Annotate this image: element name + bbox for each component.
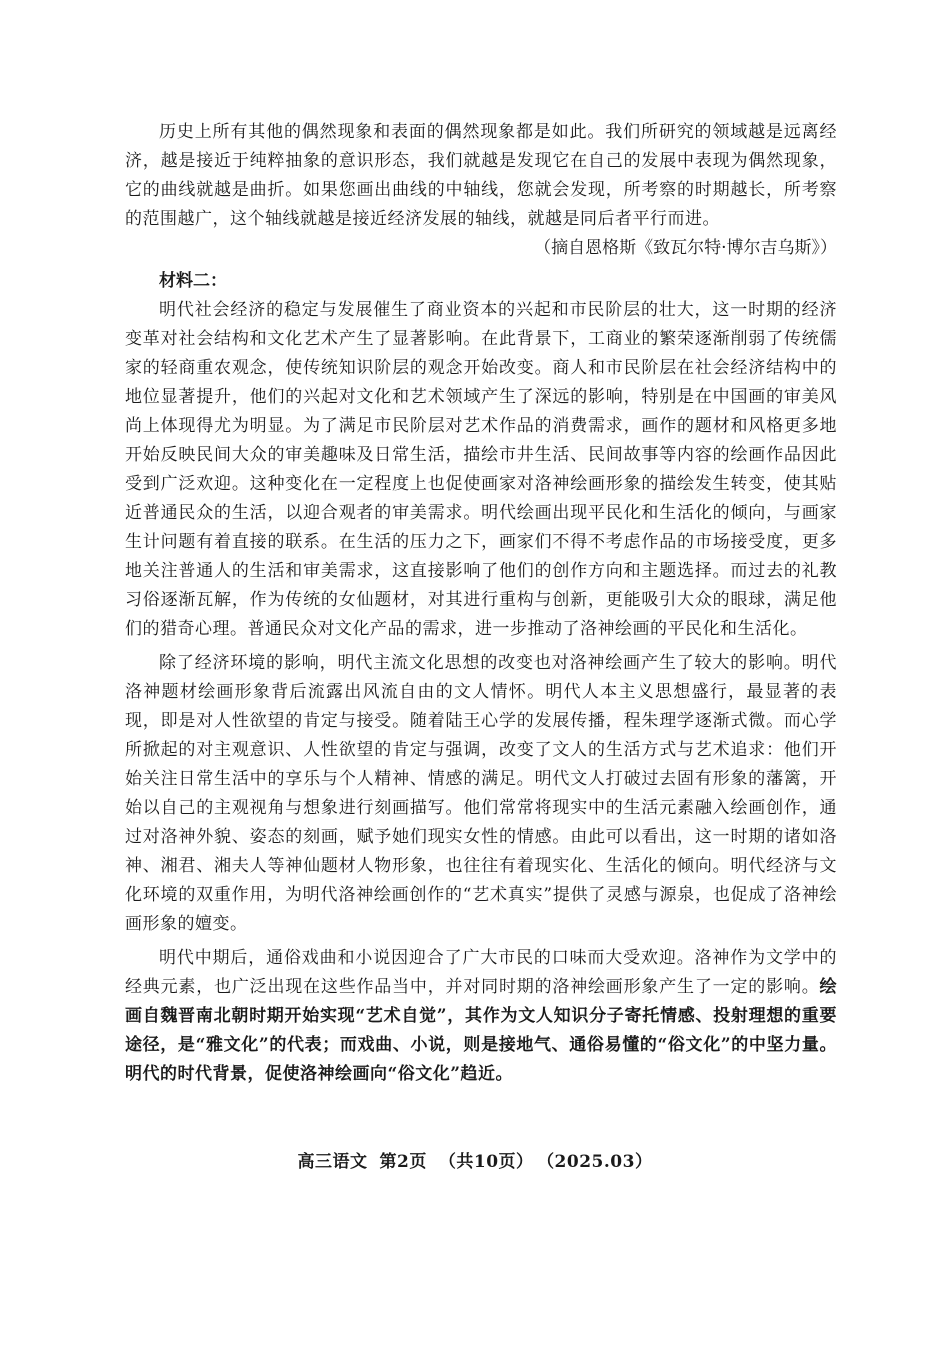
footer-page-number: 第2页 — [379, 1152, 427, 1172]
paragraph-popular-culture — [125, 944, 837, 1089]
paragraph-popular-culture-part2: 绘画自魏晋南北朝时期开始实现“艺术自觉”，其作为文人知识分子寄托情感、投射理想的重要途径，是“雅文化”的代表；而戏曲、小说，则是接地气、通俗易懂的“俗文化”的中坚力量。明代的时代背景，促使洛神绘画向“俗文化”趋近。 — [125, 977, 837, 1084]
footer-total-pages: （共10页） — [438, 1152, 534, 1172]
paragraph-engels: 历史上所有其他的偶然现象和表面的偶然现象都是如此。我们所研究的领域越是远离经济，越是接近于纯粹抽象的意识形态，我们就越是发现它在自己的发展中表现为偶然现象，它的曲线就越是曲折。如果您画出曲线的中轴线，您就会发现，所考察的时期越长，所考察的范围越广，这个轴线就越是接近经济发展的轴线，就越是同后者平行而进。 — [125, 122, 837, 229]
source-citation: （摘自恩格斯《致瓦尔特·博尔吉乌斯》） — [534, 238, 837, 258]
paragraph-culture: 除了经济环境的影响，明代主流文化思想的改变也对洛神绘画产生了较大的影响。明代洛神题材绘画形象背后流露出风流自由的文人情怀。明代人本主义思想盛行，最显著的表现，即是对人性欲望的肯定与接受。随着陆王心学的发展传播，程朱理学逐渐式微。而心学所掀起的对主观意识、人性欲望的肯定与强调，改变了文人的生活方式与艺术追求：他们开始关注日常生活中的享乐与个人精神、情感的满足。明代文人打破过去固有形象的藩篱，开始以自己的主观视角与想象进行刻画描写。他们常常将现实中的生活元素融入绘画创作，通过对洛神外貌、姿态的刻画，赋予她们现实女性的情感。由此可以看出，这一时期的诸如洛神、湘君、湘夫人等神仙题材人物形象，也往往有着现实化、生活化的倾向。明代经济与文化环境的双重作用，为明代洛神绘画创作的“艺术真实”提供了灵感与源泉，也促成了洛神绘画形象的嬗变。 — [125, 653, 837, 934]
footer-subject: 高三语文 — [297, 1152, 368, 1172]
section-heading-material-2: 材料二： — [159, 271, 227, 291]
paragraph-economy: 明代社会经济的稳定与发展催生了商业资本的兴起和市民阶层的壮大，这一时期的经济变革对社会结构和文化艺术产生了显著影响。在此背景下，工商业的繁荣逐渐削弱了传统儒家的轻商重农观念，使传统知识阶层的观念开始改变。商人和市民阶层在社会经济结构中的地位显著提升，他们的兴起对文化和艺术领域产生了深远的影响，特别是在中国画的审美风尚上体现得尤为明显。为了满足市民阶层对艺术作品的消费需求，画作的题材和风格更多地开始反映民间大众的审美趣味及日常生活，描绘市井生活、民间故事等内容的绘画作品因此受到广泛欢迎。这种变化在一定程度上也促使画家对洛神绘画形象的描绘发生转变，使其贴近普通民众的生活，以迎合观者的审美需求。明代绘画出现平民化和生活化的倾向，与画家生计问题有着直接的联系。在生活的压力之下，画家们不得不考虑作品的市场接受度，更多地关注普通人的生活和审美需求，这直接影响了他们的创作方向和主题选择。而过去的礼教习俗逐渐瓦解，作为传统的女仙题材，对其进行重构与创新，更能吸引大众的眼球，满足他们的猎奇心理。普通民众对文化产品的需求，进一步推动了洛神绘画的平民化和生活化。 — [125, 300, 837, 639]
page-footer — [0, 1147, 950, 1172]
document-body — [125, 118, 837, 1089]
paragraph-popular-culture-part1: 明代中期后，通俗戏曲和小说因迎合了广大市民的口味而大受欢迎。洛神作为文学中的经典元素，也广泛出现在这些作品当中，并对同时期的洛神绘画形象产生了一定的影响。 — [125, 948, 837, 997]
footer-date: （2025.03） — [545, 1152, 653, 1172]
